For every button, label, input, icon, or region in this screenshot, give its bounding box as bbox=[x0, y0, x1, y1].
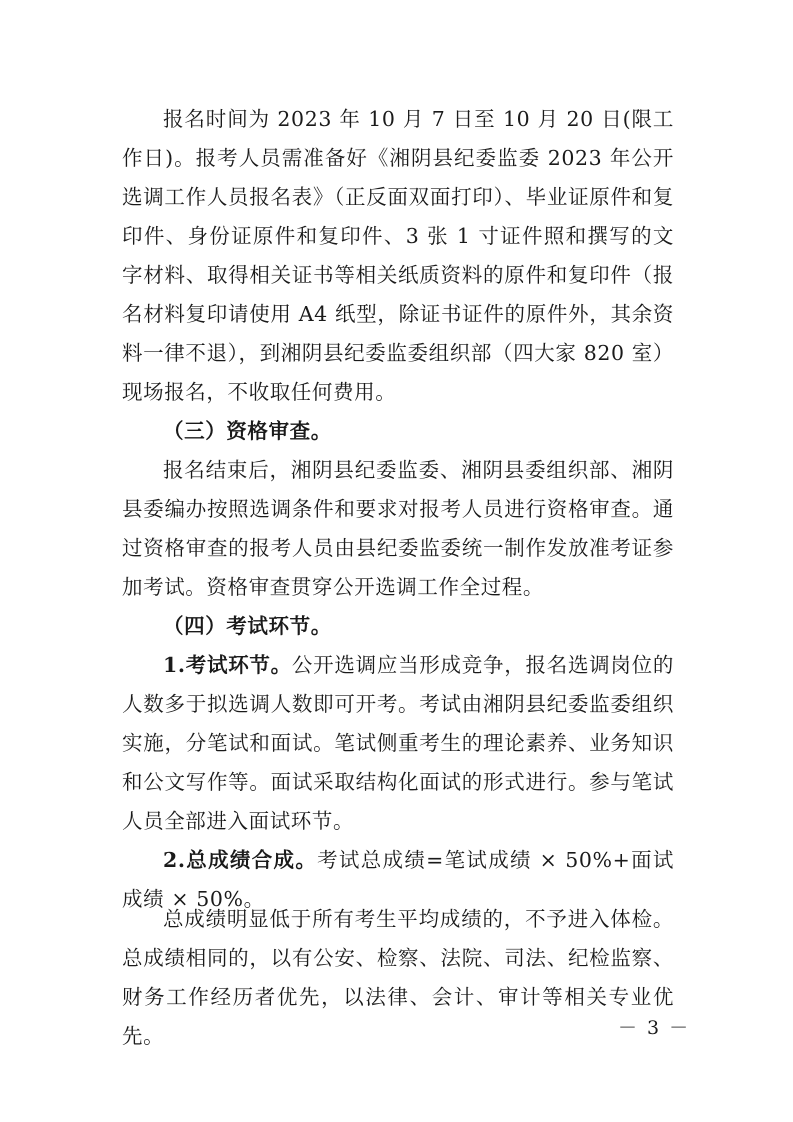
section-4-heading: （四）考试环节。 bbox=[163, 614, 332, 638]
exam-item-1-text: 公开选调应当形成竞争，报名选调岗位的人数多于拟选调人数即可开考。考试由湘阴县纪委监委组织实施，分笔试和面试。笔试侧重考生的理论素养、业务知识和公文写作等。面试采取结构化面试的形式进行。参与笔试人员全部进入面试环节。 bbox=[122, 653, 674, 833]
exam-item-1-lead: 1.考试环节。 bbox=[163, 653, 292, 677]
exam-item-2-text: 考试总成绩=笔试成绩 × 50%+面试成绩 × 50%。 bbox=[122, 848, 674, 911]
exam-item-2-lead: 2.总成绩合成。 bbox=[163, 848, 318, 872]
page-number: － 3 － bbox=[618, 1017, 691, 1039]
registration-paragraph bbox=[122, 100, 674, 412]
total-score-rules-paragraph bbox=[122, 900, 674, 1056]
qualification-review-text: 报名结束后，湘阴县纪委监委、湘阴县委组织部、湘阴县委编办按照选调条件和要求对报考人员进行资格审查。通过资格审查的报考人员由县纪委监委统一制作发放准考证参加考试。资格审查贯穿公开选调工作全过程。 bbox=[122, 458, 674, 599]
registration-text: 报名时间为 2023 年 10 月 7 日至 10 月 20 日(限工作日)。报考人员需准备好《湘阴县纪委监委 2023 年公开选调工作人员报名表》（正反面双面打印）、毕业证原件和复印件、身份证原件和复印件、3 张 1 寸证件照和撰写的文字材料、取得相关证书等相关纸质资料的原件和复印件（报名材料复印请使用 A4 纸型，除证书证件的原件外，其余资料一律不退），到湘阴县纪委监委组织部（四大家 820 室）现场报名，不收取任何费用。 bbox=[122, 107, 674, 404]
total-score-rules-text: 总成绩明显低于所有考生平均成绩的，不予进入体检。总成绩相同的，以有公安、检察、法院、司法、纪检监察、财务工作经历者优先，以法律、会计、审计等相关专业优先。 bbox=[122, 907, 674, 1048]
qualification-review-paragraph bbox=[122, 451, 674, 607]
section-3-heading: （三）资格审查。 bbox=[163, 419, 332, 443]
exam-item-1-paragraph bbox=[122, 646, 674, 841]
